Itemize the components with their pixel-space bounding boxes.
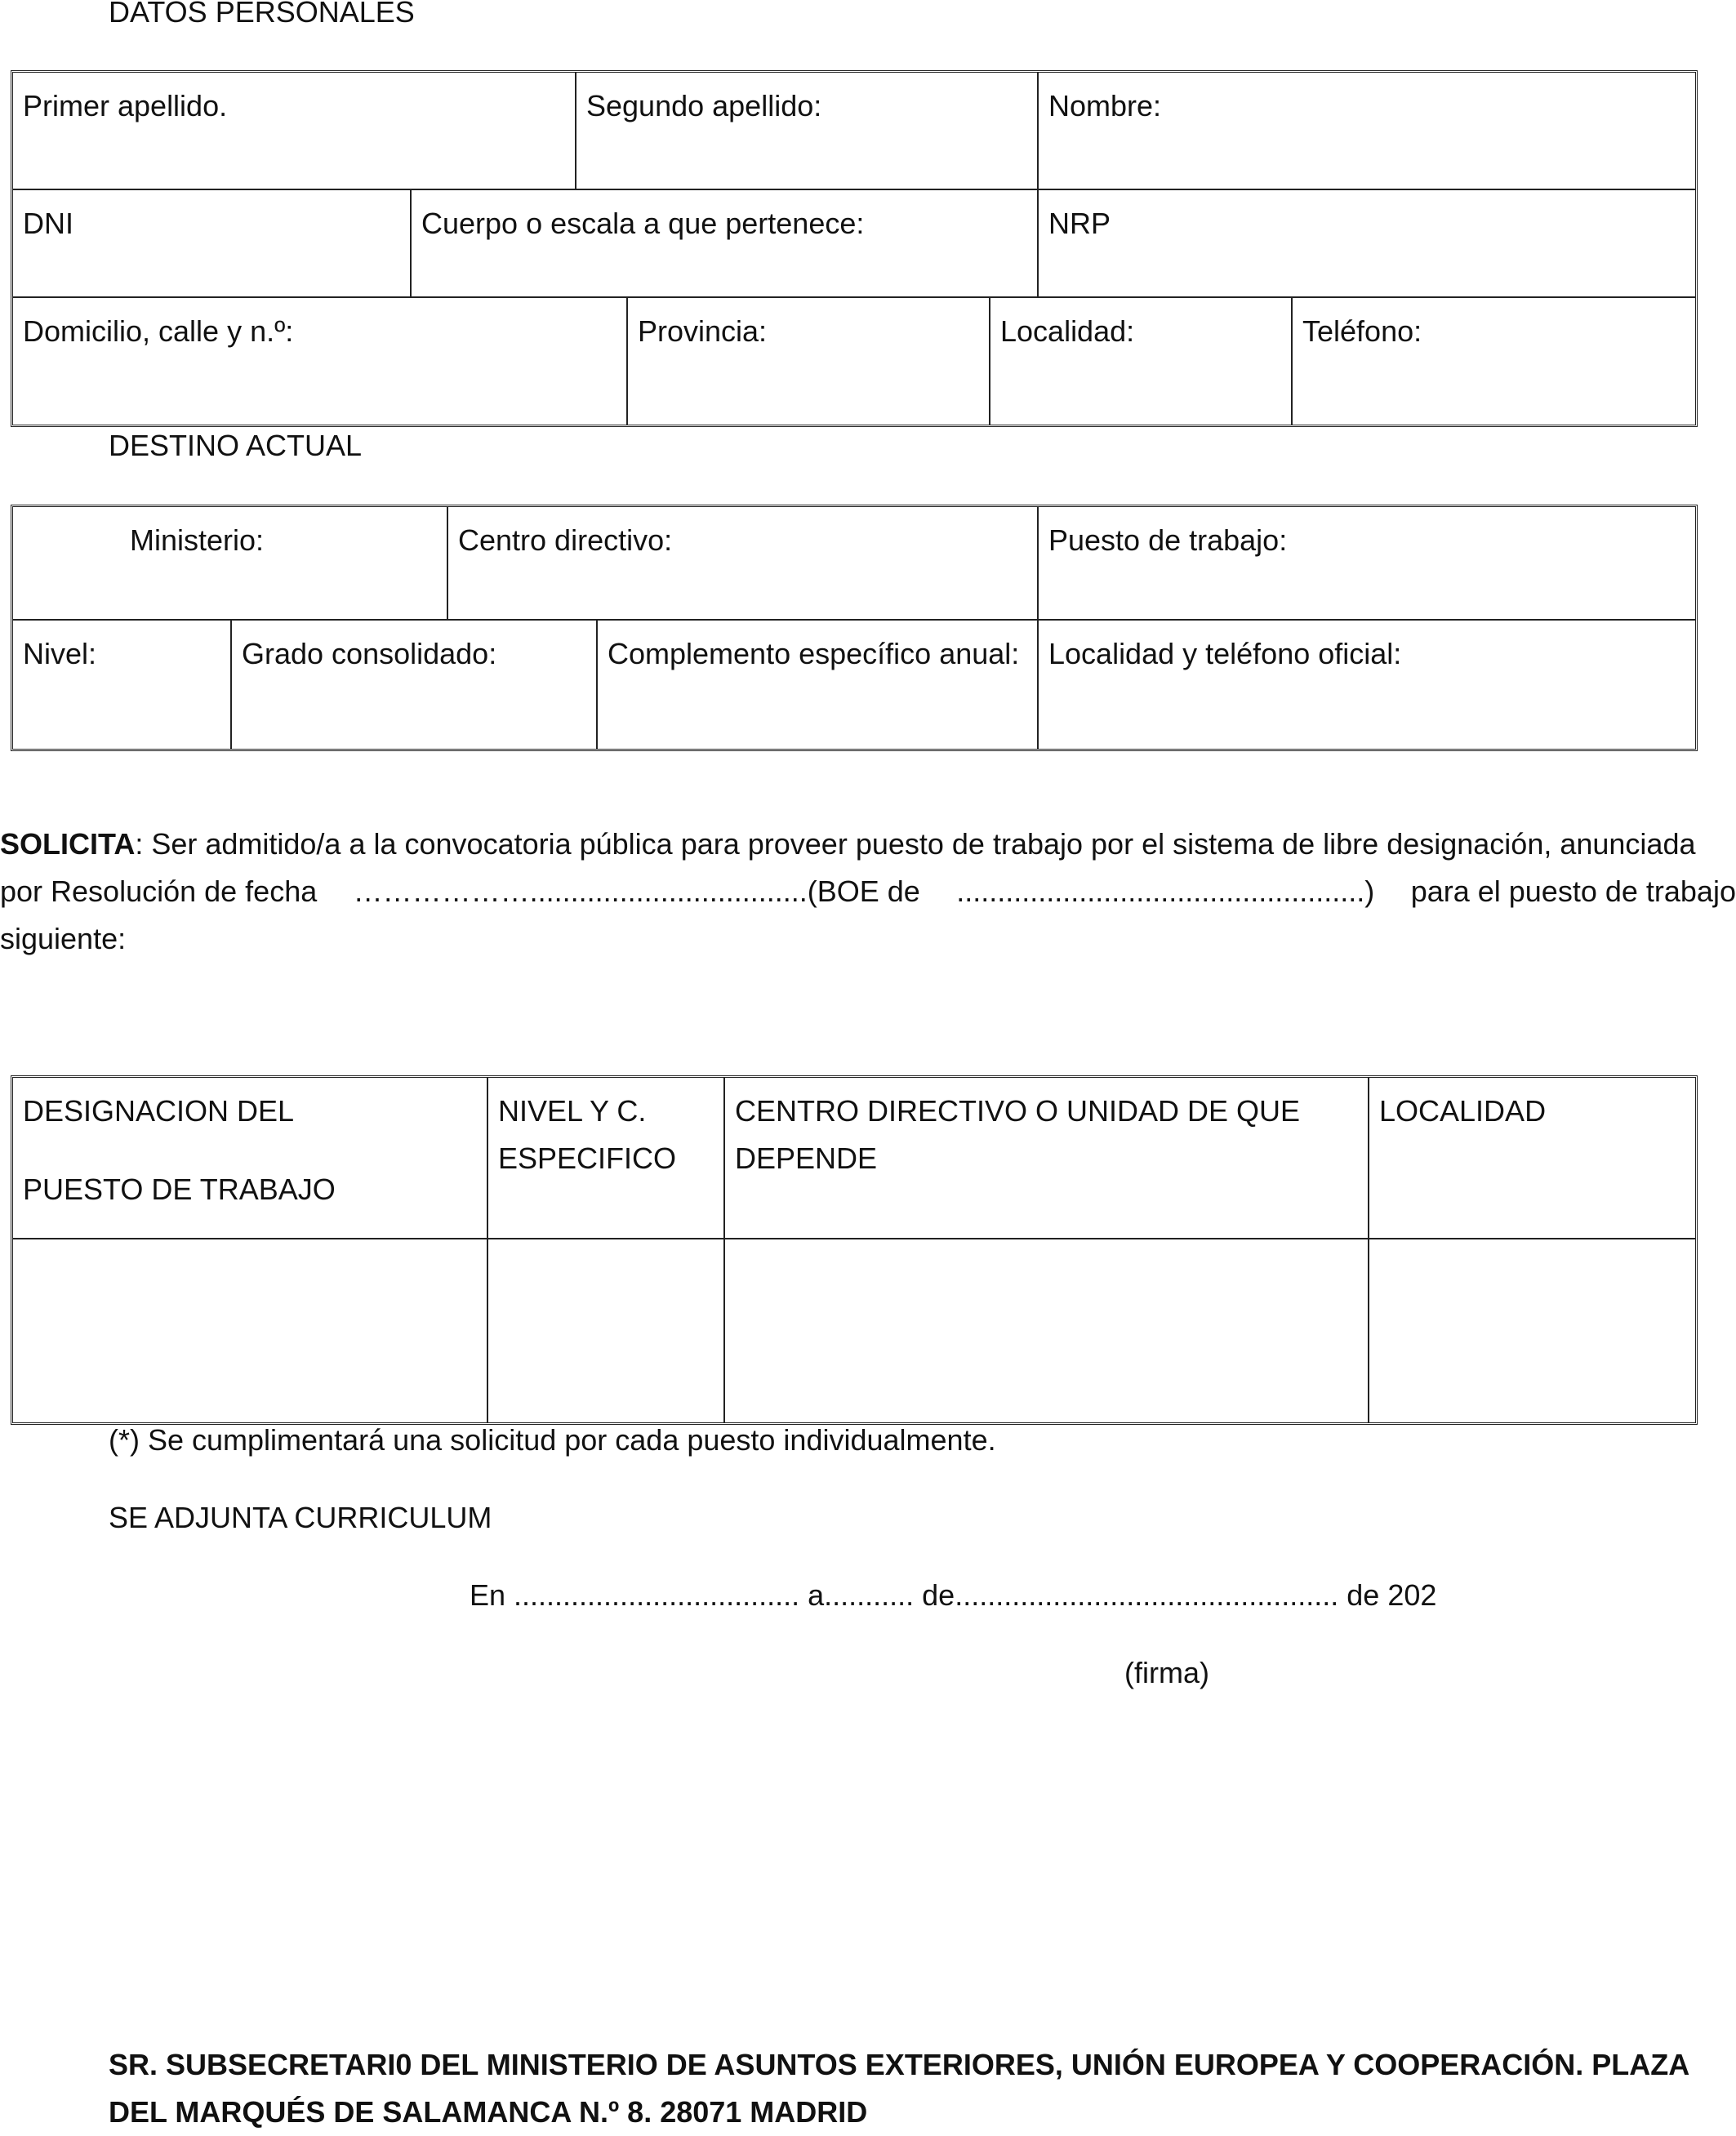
telefono-field[interactable]: Teléfono: bbox=[1302, 314, 1422, 348]
nivel-input[interactable] bbox=[488, 1239, 725, 1422]
ministerio-field[interactable]: Ministerio: bbox=[13, 507, 448, 619]
header-designacion bbox=[13, 1078, 488, 1238]
footer-address: SR. SUBSECRETARI0 DEL MINISTERIO DE ASUNTOS EXTERIORES, UNIÓN EUROPEA Y COOPERACIÓN. PLAZA DEL MARQUÉS DE SALAMANCA N.º 8. 28071 MADRID bbox=[109, 2048, 1689, 2129]
localidad-telefono-field[interactable]: Localidad y teléfono oficial: bbox=[1048, 637, 1402, 670]
solicita-label: SOLICITA bbox=[0, 827, 136, 861]
header-nivel: NIVEL Y C. ESPECIFICO bbox=[488, 1078, 725, 1238]
solicita-paragraph bbox=[0, 821, 1736, 963]
puesto-entry-row bbox=[13, 1239, 1695, 1422]
fecha-line[interactable]: En ................................... a........... de............................................... de 202 bbox=[470, 1578, 1437, 1612]
resolucion-fecha-blank[interactable]: ………………..................................(BOE de bbox=[353, 874, 920, 908]
firma-label: (firma) bbox=[1124, 1656, 1209, 1689]
nombre-field[interactable]: Nombre: bbox=[1048, 89, 1162, 122]
personal-row-3 bbox=[13, 298, 1695, 425]
domicilio-field[interactable]: Domicilio, calle y n.º: bbox=[13, 298, 628, 425]
resolucion-label: por Resolución de fecha bbox=[0, 874, 318, 908]
complemento-field[interactable]: Complemento específico anual: bbox=[598, 621, 1039, 749]
header-localidad: LOCALIDAD bbox=[1379, 1094, 1547, 1128]
siguiente-label: siguiente: bbox=[0, 922, 127, 955]
nivel-field[interactable]: Nivel: bbox=[13, 621, 232, 749]
dni-field[interactable]: DNI bbox=[13, 190, 412, 296]
localidad-field[interactable]: Localidad: bbox=[990, 298, 1293, 425]
centro-directivo-input[interactable] bbox=[725, 1239, 1369, 1422]
destino-row-1 bbox=[13, 507, 1695, 621]
boe-blank[interactable]: ..................................................) bbox=[956, 874, 1375, 908]
solicita-line-3 bbox=[0, 915, 1736, 963]
personal-row-2 bbox=[13, 190, 1695, 298]
destino-row-2 bbox=[13, 621, 1695, 749]
puesto-table bbox=[11, 1075, 1698, 1425]
puesto-label: para el puesto de trabajo bbox=[1410, 874, 1736, 908]
puesto-header-row bbox=[13, 1078, 1695, 1239]
cuerpo-field[interactable]: Cuerpo o escala a que pertenece: bbox=[412, 190, 1039, 296]
centro-directivo-field[interactable]: Centro directivo: bbox=[448, 507, 1039, 619]
section-title-destino: DESTINO ACTUAL bbox=[109, 429, 363, 462]
header-designacion-line2: PUESTO DE TRABAJO bbox=[23, 1173, 336, 1206]
personal-data-table bbox=[11, 70, 1698, 427]
localidad-input[interactable] bbox=[1369, 1239, 1695, 1422]
puesto-trabajo-field[interactable]: Puesto de trabajo: bbox=[1048, 523, 1288, 557]
solicita-text: : Ser admitido/a a la convocatoria pública para proveer puesto de trabajo por el sistema de libre designación, anunciada bbox=[135, 827, 1696, 861]
personal-row-1 bbox=[13, 73, 1695, 190]
primer-apellido-field[interactable]: Primer apellido. bbox=[13, 73, 576, 189]
nrp-field[interactable]: NRP bbox=[1048, 207, 1111, 240]
designacion-input[interactable] bbox=[13, 1239, 488, 1422]
header-designacion-line1: DESIGNACION DEL bbox=[23, 1094, 295, 1128]
header-centro-directivo: CENTRO DIRECTIVO O UNIDAD DE QUE DEPENDE bbox=[725, 1078, 1369, 1238]
provincia-field[interactable]: Provincia: bbox=[628, 298, 990, 425]
adjunta-text: SE ADJUNTA CURRICULUM bbox=[109, 1501, 492, 1534]
grado-field[interactable]: Grado consolidado: bbox=[232, 621, 598, 749]
section-title-personal: DATOS PERSONALES bbox=[109, 0, 415, 29]
solicita-line-2 bbox=[0, 868, 1736, 915]
note-text: (*) Se cumplimentará una solicitud por cada puesto individualmente. bbox=[109, 1423, 996, 1457]
destino-table bbox=[11, 505, 1698, 751]
segundo-apellido-field[interactable]: Segundo apellido: bbox=[576, 73, 1039, 189]
solicita-line-1 bbox=[0, 821, 1736, 868]
